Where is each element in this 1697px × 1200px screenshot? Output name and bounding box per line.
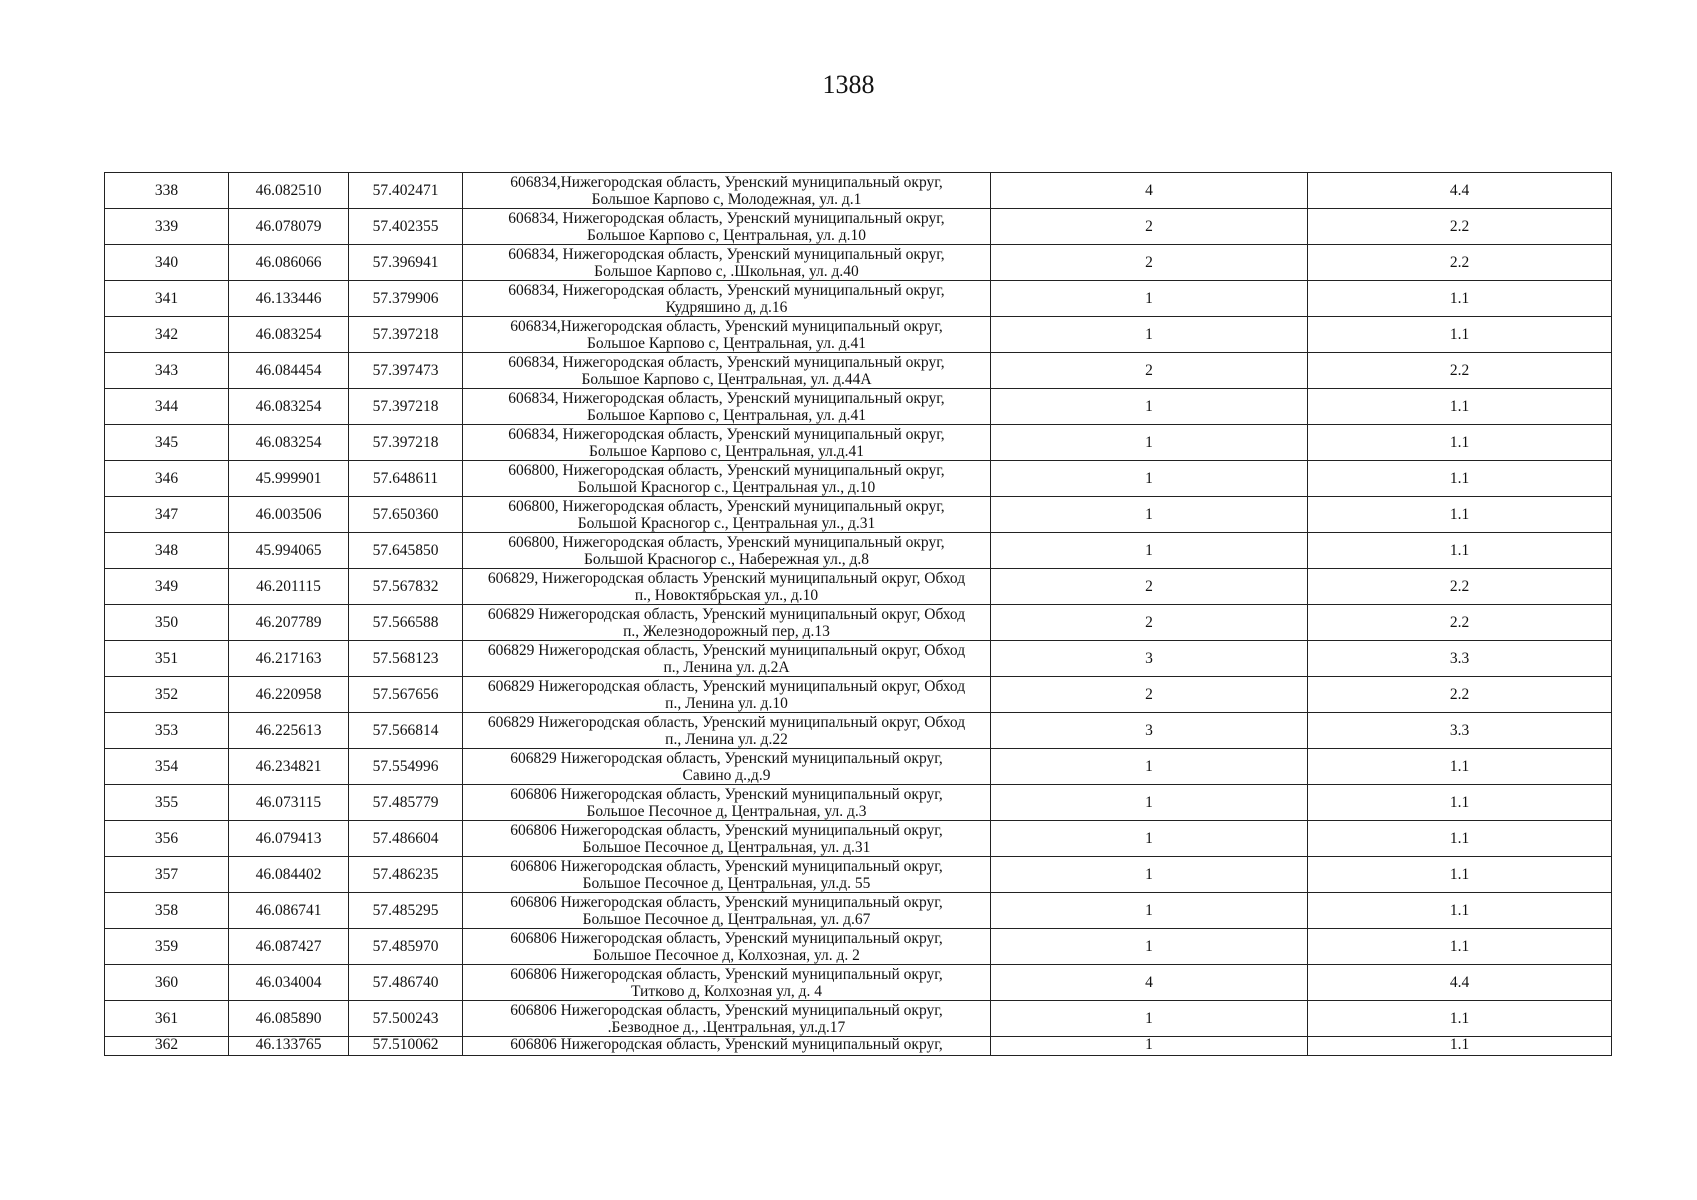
- address-cell: [463, 713, 991, 749]
- table-row: [105, 425, 1612, 461]
- address-line: Большое Песочное д, Центральная, ул. д.31: [582, 838, 871, 856]
- address-cell: [463, 245, 991, 281]
- row-number-cell: 353: [105, 713, 229, 749]
- longitude-cell: 57.402471: [349, 173, 463, 209]
- address-cell: [463, 641, 991, 677]
- address-cell: [463, 605, 991, 641]
- volume-cell: 1.1: [1308, 389, 1612, 425]
- address-line: Савино д.,д.9: [682, 766, 771, 784]
- address-cell: [463, 1001, 991, 1037]
- table-row: [105, 533, 1612, 569]
- longitude-cell: 57.645850: [349, 533, 463, 569]
- table-row: [105, 245, 1612, 281]
- address-line: Большое Карпово с, Центральная, ул. д.10: [587, 226, 866, 244]
- count-cell: 2: [991, 209, 1308, 245]
- address-line: 606829 Нижегородская область, Уренский муниципальный округ, Обход: [487, 641, 966, 659]
- address-line: Большой Красногор с., Центральная ул., д.10: [577, 478, 876, 496]
- volume-cell: 1.1: [1308, 893, 1612, 929]
- table-row: [105, 893, 1612, 929]
- longitude-cell: 57.568123: [349, 641, 463, 677]
- table-row: [105, 677, 1612, 713]
- longitude-cell: 57.485970: [349, 929, 463, 965]
- address-line: 606806 Нижегородская область, Уренский муниципальный округ,: [510, 929, 943, 947]
- longitude-cell: 57.500243: [349, 1001, 463, 1037]
- longitude-cell: 57.566588: [349, 605, 463, 641]
- volume-cell: 1.1: [1308, 929, 1612, 965]
- address-line: Большое Карпово с, .Школьная, ул. д.40: [594, 262, 859, 280]
- table-row: [105, 785, 1612, 821]
- latitude-cell: 46.207789: [229, 605, 349, 641]
- address-line: п., Новоктябрьская ул., д.10: [634, 586, 819, 604]
- latitude-cell: 46.217163: [229, 641, 349, 677]
- address-line: Большой Красногор с., Центральная ул., д.31: [577, 514, 876, 532]
- latitude-cell: 46.084454: [229, 353, 349, 389]
- row-number-cell: 348: [105, 533, 229, 569]
- longitude-cell: 57.485779: [349, 785, 463, 821]
- address-line: Большое Карпово с, Центральная, ул. д.44А: [581, 370, 872, 388]
- address-cell: [463, 389, 991, 425]
- address-line: Большое Песочное д, Колхозная, ул. д. 2: [593, 946, 860, 964]
- count-cell: 1: [991, 497, 1308, 533]
- longitude-cell: 57.486235: [349, 857, 463, 893]
- count-cell: 1: [991, 893, 1308, 929]
- count-cell: 2: [991, 353, 1308, 389]
- table-row: [105, 1001, 1612, 1037]
- address-cell: [463, 569, 991, 605]
- count-cell: 4: [991, 965, 1308, 1001]
- row-number-cell: 338: [105, 173, 229, 209]
- address-cell: [463, 497, 991, 533]
- address-line: 606834, Нижегородская область, Уренский муниципальный округ,: [508, 353, 945, 371]
- row-number-cell: 340: [105, 245, 229, 281]
- volume-cell: 2.2: [1308, 353, 1612, 389]
- address-line: Большое Песочное д, Центральная, ул.д. 55: [582, 874, 871, 892]
- count-cell: 1: [991, 425, 1308, 461]
- latitude-cell: 46.085890: [229, 1001, 349, 1037]
- latitude-cell: 46.234821: [229, 749, 349, 785]
- count-cell: 2: [991, 569, 1308, 605]
- address-cell: [463, 317, 991, 353]
- row-number-cell: 361: [105, 1001, 229, 1037]
- longitude-cell: 57.397218: [349, 425, 463, 461]
- latitude-cell: 46.201115: [229, 569, 349, 605]
- row-number-cell: 350: [105, 605, 229, 641]
- table-row: [105, 281, 1612, 317]
- address-line: Титково д, Колхозная ул, д. 4: [630, 982, 823, 1000]
- address-line: 606806 Нижегородская область, Уренский муниципальный округ,: [510, 1001, 943, 1019]
- count-cell: 1: [991, 461, 1308, 497]
- row-number-cell: 362: [105, 1037, 229, 1056]
- table-row: [105, 929, 1612, 965]
- address-line: 606834, Нижегородская область, Уренский муниципальный округ,: [508, 425, 945, 443]
- count-cell: 1: [991, 1037, 1308, 1056]
- longitude-cell: 57.486604: [349, 821, 463, 857]
- volume-cell: 1.1: [1308, 497, 1612, 533]
- address-line: Большой Красногор с., Набережная ул., д.8: [584, 550, 869, 568]
- address-line: п., Железнодорожный пер, д.13: [623, 622, 830, 640]
- row-number-cell: 360: [105, 965, 229, 1001]
- volume-cell: 1.1: [1308, 317, 1612, 353]
- address-cell: [463, 785, 991, 821]
- latitude-cell: 46.083254: [229, 317, 349, 353]
- address-cell: [463, 857, 991, 893]
- address-line: 606834, Нижегородская область, Уренский муниципальный округ,: [508, 245, 945, 263]
- address-line: 606806 Нижегородская область, Уренский муниципальный округ,: [510, 965, 943, 983]
- row-number-cell: 356: [105, 821, 229, 857]
- count-cell: 1: [991, 785, 1308, 821]
- longitude-cell: 57.402355: [349, 209, 463, 245]
- address-line: 606829 Нижегородская область, Уренский муниципальный округ,: [510, 749, 943, 767]
- address-cell: [463, 821, 991, 857]
- count-cell: 1: [991, 857, 1308, 893]
- address-cell: [463, 1037, 991, 1056]
- row-number-cell: 347: [105, 497, 229, 533]
- latitude-cell: 46.083254: [229, 389, 349, 425]
- latitude-cell: 46.133765: [229, 1037, 349, 1056]
- address-line: Большое Карпово с, Центральная, ул.д.41: [588, 442, 865, 460]
- address-cell: [463, 749, 991, 785]
- longitude-cell: 57.554996: [349, 749, 463, 785]
- address-line: 606829, Нижегородская область Уренский муниципальный округ, Обход: [487, 569, 966, 587]
- count-cell: 1: [991, 1001, 1308, 1037]
- address-line: 606800, Нижегородская область, Уренский муниципальный округ,: [508, 461, 945, 479]
- table-row: [105, 605, 1612, 641]
- latitude-cell: 45.994065: [229, 533, 349, 569]
- address-line: 606829 Нижегородская область, Уренский муниципальный округ, Обход: [487, 677, 966, 695]
- row-number-cell: 345: [105, 425, 229, 461]
- volume-cell: 1.1: [1308, 749, 1612, 785]
- address-line: 606829 Нижегородская область, Уренский муниципальный округ, Обход: [487, 713, 966, 731]
- address-line: Большое Песочное д, Центральная, ул. д.3: [586, 802, 867, 820]
- volume-cell: 1.1: [1308, 1037, 1612, 1056]
- volume-cell: 2.2: [1308, 209, 1612, 245]
- volume-cell: 1.1: [1308, 533, 1612, 569]
- table-row: [105, 353, 1612, 389]
- row-number-cell: 358: [105, 893, 229, 929]
- address-line: 606806 Нижегородская область, Уренский муниципальный округ,: [510, 785, 943, 803]
- row-number-cell: 352: [105, 677, 229, 713]
- count-cell: 4: [991, 173, 1308, 209]
- row-number-cell: 359: [105, 929, 229, 965]
- latitude-cell: 46.003506: [229, 497, 349, 533]
- longitude-cell: 57.485295: [349, 893, 463, 929]
- address-line: Кудряшино д, д.16: [665, 298, 788, 316]
- address-cell: [463, 533, 991, 569]
- address-line: 606806 Нижегородская область, Уренский муниципальный округ,: [510, 1036, 943, 1053]
- address-line: 606834,Нижегородская область, Уренский муниципальный округ,: [510, 317, 943, 335]
- row-number-cell: 355: [105, 785, 229, 821]
- longitude-cell: 57.650360: [349, 497, 463, 533]
- count-cell: 1: [991, 821, 1308, 857]
- address-line: Большое Карпово с, Центральная, ул. д.41: [587, 334, 866, 352]
- latitude-cell: 46.133446: [229, 281, 349, 317]
- table-body: [105, 173, 1612, 1056]
- address-line: 606829 Нижегородская область, Уренский муниципальный округ, Обход: [487, 605, 966, 623]
- address-line: п., Ленина ул. д.10: [665, 694, 788, 712]
- address-line: Большое Карпово с, Центральная, ул. д.41: [587, 406, 866, 424]
- address-line: 606806 Нижегородская область, Уренский муниципальный округ,: [510, 857, 943, 875]
- address-cell: [463, 893, 991, 929]
- address-cell: [463, 173, 991, 209]
- address-cell: [463, 677, 991, 713]
- volume-cell: 1.1: [1308, 425, 1612, 461]
- longitude-cell: 57.397218: [349, 317, 463, 353]
- address-line: п., Ленина ул. д.2А: [663, 658, 790, 676]
- table-row: [105, 209, 1612, 245]
- volume-cell: 4.4: [1308, 173, 1612, 209]
- address-line: 606800, Нижегородская область, Уренский муниципальный округ,: [508, 497, 945, 515]
- address-line: Большое Песочное д, Центральная, ул. д.67: [582, 910, 871, 928]
- volume-cell: 4.4: [1308, 965, 1612, 1001]
- longitude-cell: 57.486740: [349, 965, 463, 1001]
- count-cell: 3: [991, 641, 1308, 677]
- longitude-cell: 57.567656: [349, 677, 463, 713]
- table-row: [105, 389, 1612, 425]
- volume-cell: 2.2: [1308, 677, 1612, 713]
- row-number-cell: 354: [105, 749, 229, 785]
- address-line: 606806 Нижегородская область, Уренский муниципальный округ,: [510, 821, 943, 839]
- count-cell: 1: [991, 281, 1308, 317]
- count-cell: 1: [991, 389, 1308, 425]
- address-line: .Безводное д., .Центральная, ул.д.17: [607, 1018, 846, 1036]
- table-row: [105, 1037, 1612, 1056]
- count-cell: 2: [991, 605, 1308, 641]
- latitude-cell: 46.083254: [229, 425, 349, 461]
- address-cell: [463, 425, 991, 461]
- table-row: [105, 713, 1612, 749]
- latitude-cell: 46.086741: [229, 893, 349, 929]
- latitude-cell: 45.999901: [229, 461, 349, 497]
- address-cell: [463, 965, 991, 1001]
- count-cell: 1: [991, 749, 1308, 785]
- volume-cell: 1.1: [1308, 1001, 1612, 1037]
- address-cell: [463, 353, 991, 389]
- volume-cell: 1.1: [1308, 821, 1612, 857]
- longitude-cell: 57.379906: [349, 281, 463, 317]
- row-number-cell: 343: [105, 353, 229, 389]
- table-row: [105, 461, 1612, 497]
- address-cell: [463, 281, 991, 317]
- volume-cell: 2.2: [1308, 569, 1612, 605]
- latitude-cell: 46.034004: [229, 965, 349, 1001]
- latitude-cell: 46.078079: [229, 209, 349, 245]
- volume-cell: 1.1: [1308, 281, 1612, 317]
- count-cell: 1: [991, 317, 1308, 353]
- count-cell: 1: [991, 533, 1308, 569]
- address-cell: [463, 929, 991, 965]
- volume-cell: 1.1: [1308, 857, 1612, 893]
- volume-cell: 3.3: [1308, 641, 1612, 677]
- address-line: 606834, Нижегородская область, Уренский муниципальный округ,: [508, 209, 945, 227]
- latitude-cell: 46.087427: [229, 929, 349, 965]
- latitude-cell: 46.220958: [229, 677, 349, 713]
- longitude-cell: 57.566814: [349, 713, 463, 749]
- volume-cell: 2.2: [1308, 245, 1612, 281]
- latitude-cell: 46.079413: [229, 821, 349, 857]
- row-number-cell: 357: [105, 857, 229, 893]
- longitude-cell: 57.567832: [349, 569, 463, 605]
- address-cell: [463, 461, 991, 497]
- table-row: [105, 821, 1612, 857]
- volume-cell: 1.1: [1308, 785, 1612, 821]
- address-cell: [463, 209, 991, 245]
- page-number: 1388: [822, 70, 875, 99]
- address-line: 606800, Нижегородская область, Уренский муниципальный округ,: [508, 533, 945, 551]
- address-line: п., Ленина ул. д.22: [665, 730, 788, 748]
- table-row: [105, 965, 1612, 1001]
- row-number-cell: 341: [105, 281, 229, 317]
- address-line: 606834,Нижегородская область, Уренский муниципальный округ,: [510, 173, 943, 191]
- address-line: 606834, Нижегородская область, Уренский муниципальный округ,: [508, 389, 945, 407]
- longitude-cell: 57.510062: [349, 1037, 463, 1056]
- row-number-cell: 349: [105, 569, 229, 605]
- volume-cell: 3.3: [1308, 713, 1612, 749]
- address-line: Большое Карпово с, Молодежная, ул. д.1: [591, 190, 862, 208]
- row-number-cell: 344: [105, 389, 229, 425]
- latitude-cell: 46.086066: [229, 245, 349, 281]
- table-row: [105, 749, 1612, 785]
- longitude-cell: 57.396941: [349, 245, 463, 281]
- table-row: [105, 497, 1612, 533]
- address-line: 606806 Нижегородская область, Уренский муниципальный округ,: [510, 893, 943, 911]
- latitude-cell: 46.073115: [229, 785, 349, 821]
- count-cell: 3: [991, 713, 1308, 749]
- longitude-cell: 57.397473: [349, 353, 463, 389]
- table-row: [105, 569, 1612, 605]
- count-cell: 1: [991, 929, 1308, 965]
- table-row: [105, 857, 1612, 893]
- latitude-cell: 46.082510: [229, 173, 349, 209]
- row-number-cell: 342: [105, 317, 229, 353]
- table-row: [105, 317, 1612, 353]
- volume-cell: 1.1: [1308, 461, 1612, 497]
- count-cell: 2: [991, 245, 1308, 281]
- latitude-cell: 46.225613: [229, 713, 349, 749]
- table-row: [105, 641, 1612, 677]
- row-number-cell: 339: [105, 209, 229, 245]
- address-line: 606834, Нижегородская область, Уренский муниципальный округ,: [508, 281, 945, 299]
- volume-cell: 2.2: [1308, 605, 1612, 641]
- row-number-cell: 346: [105, 461, 229, 497]
- row-number-cell: 351: [105, 641, 229, 677]
- longitude-cell: 57.397218: [349, 389, 463, 425]
- latitude-cell: 46.084402: [229, 857, 349, 893]
- data-table: [104, 172, 1612, 1056]
- count-cell: 2: [991, 677, 1308, 713]
- longitude-cell: 57.648611: [349, 461, 463, 497]
- table-row: [105, 173, 1612, 209]
